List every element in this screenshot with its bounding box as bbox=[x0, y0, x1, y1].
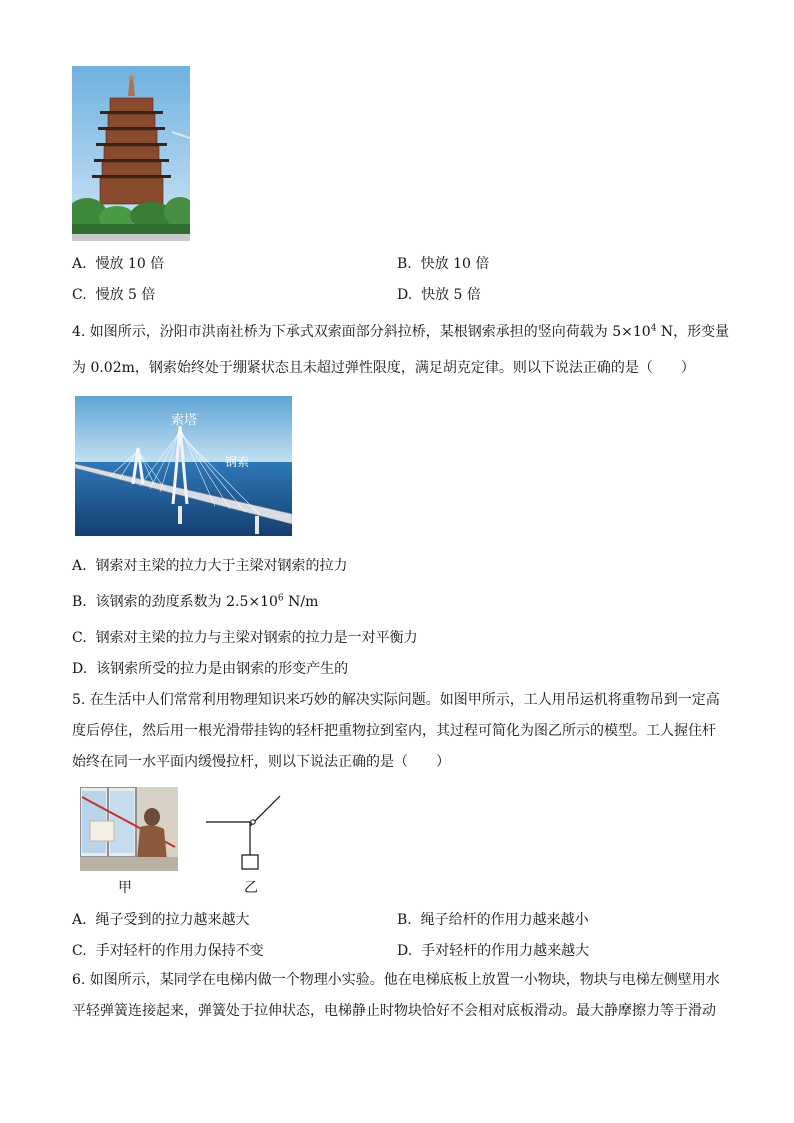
q5-option-b: B. 绳子给杆的作用力越来越小 bbox=[397, 912, 589, 928]
q5-stem-line3: 始终在同一水平面内缓慢拉杆，则以下说法正确的是（ ） bbox=[72, 754, 450, 770]
q3-option-c: C. 慢放 5 倍 bbox=[72, 287, 156, 303]
rope-rod-diagram bbox=[200, 792, 286, 874]
q4-stem-line1: 4. 如图所示，汾阳市洪南社桥为下承式双索面部分斜拉桥，某根钢索承担的竖向荷载为 $5\times 10^4$ N，形变量 bbox=[72, 323, 730, 340]
q6-stem-line2: 平轻弹簧连接起来，弹簧处于拉伸状态，电梯静止时物块恰好不会相对底板滑动。最大静摩擦力等于滑动 bbox=[72, 1003, 716, 1019]
bridge-label-tower: 索塔 bbox=[171, 413, 198, 428]
q4-option-c: C. 钢索对主梁的拉力与主梁对钢索的拉力是一对平衡力 bbox=[72, 630, 418, 646]
q5-stem-line1: 5. 在生活中人们常常利用物理知识来巧妙的解决实际问题。如图甲所示，工人用吊运机将重物吊到一定高 bbox=[72, 692, 720, 708]
q4-option-b: B. 该钢索的劲度系数为 $2.5\times 10^6$ N/m bbox=[72, 593, 319, 610]
bridge-photo bbox=[75, 396, 292, 536]
pagoda-photo bbox=[72, 66, 190, 241]
q5-option-d: D. 手对轻杆的作用力越来越大 bbox=[397, 943, 590, 959]
q3-option-b: B. 快放 10 倍 bbox=[397, 256, 490, 272]
worker-photo bbox=[80, 787, 178, 871]
bridge-label-cable: 钢索 bbox=[225, 455, 250, 469]
q6-stem-line1: 6. 如图所示，某同学在电梯内做一个物理小实验。他在电梯底板上放置一小物块，物块与电梯左侧壁用水 bbox=[72, 972, 720, 988]
q4-option-d: D. 该钢索所受的拉力是由钢索的形变产生的 bbox=[72, 661, 349, 677]
q5-option-a: A. 绳子受到的拉力越来越大 bbox=[72, 912, 250, 928]
figure-label-jia: 甲 bbox=[118, 880, 132, 896]
q4-stem-line2: 为 0.02m，钢索始终处于绷紧状态且未超过弹性限度，满足胡克定律。则以下说法正确的是（ ） bbox=[72, 360, 695, 376]
q4-option-a: A. 钢索对主梁的拉力大于主梁对钢索的拉力 bbox=[72, 558, 348, 574]
q3-option-a: A. 慢放 10 倍 bbox=[72, 256, 165, 272]
q3-option-d: D. 快放 5 倍 bbox=[397, 287, 481, 303]
q5-stem-line2: 度后停住，然后用一根光滑带挂钩的轻杆把重物拉到室内，其过程可简化为图乙所示的模型。工人握住杆 bbox=[72, 723, 716, 739]
figure-label-yi: 乙 bbox=[244, 880, 258, 896]
q5-option-c: C. 手对轻杆的作用力保持不变 bbox=[72, 943, 264, 959]
